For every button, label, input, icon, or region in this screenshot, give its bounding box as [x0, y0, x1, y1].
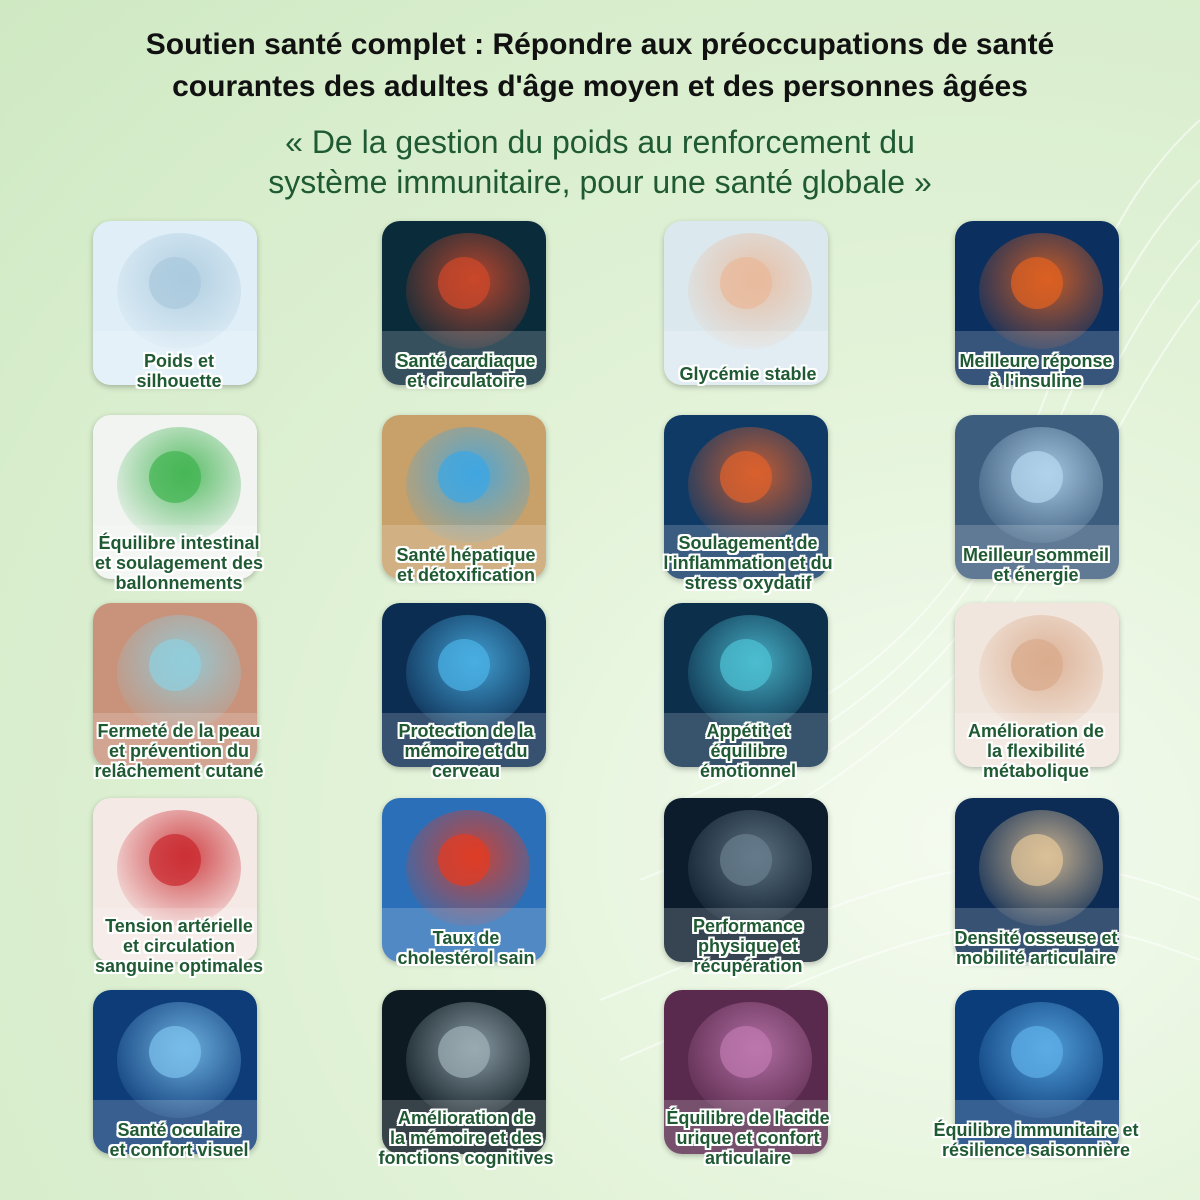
benefit-label: Appétit et équilibre émotionnel	[699, 721, 796, 781]
benefit-label: Équilibre immunitaire et résilience saisonnière	[933, 1120, 1139, 1160]
benefit-label: Meilleur sommeil et énergie	[962, 545, 1110, 585]
benefit-label: Meilleure réponse à l'insuline	[959, 351, 1113, 391]
benefit-label: Taux de cholestérol sain	[397, 928, 535, 968]
benefit-label: Santé oculaire et confort visuel	[109, 1120, 249, 1160]
benefit-label: Amélioration de la flexibilité métabolique	[967, 721, 1105, 781]
subtitle-line-1: « De la gestion du poids au renforcement du	[285, 124, 915, 160]
benefit-label: Glycémie stable	[679, 364, 817, 384]
glucometer-icon	[664, 221, 828, 385]
benefit-tile	[664, 221, 828, 385]
benefit-label: Performance physique et récupération	[692, 916, 804, 976]
benefit-label: Soulagement de l'inflammation et du stress oxydatif	[663, 533, 833, 593]
subtitle-line-2: système immunitaire, pour une santé globale »	[268, 164, 932, 200]
benefit-label: Tension artérielle et circulation sanguine optimales	[94, 916, 264, 976]
benefit-label: Protection de la mémoire et du cerveau	[398, 721, 534, 781]
benefit-label: Santé cardiaque et circulatoire	[396, 351, 536, 391]
title-line-2: courantes des adultes d'âge moyen et des personnes âgées	[172, 70, 1028, 103]
benefit-label: Densité osseuse et mobilité articulaire	[954, 928, 1118, 968]
benefit-label: Fermeté de la peau et prévention du relâchement cutané	[94, 721, 264, 781]
benefit-label: Équilibre de l'acide urique et confort articulaire	[666, 1108, 830, 1168]
title-line-1: Soutien santé complet : Répondre aux préoccupations de santé	[145, 28, 1055, 61]
benefit-label: Santé hépatique et détoxification	[396, 545, 536, 585]
benefit-label: Équilibre intestinal et soulagement des ballonnements	[94, 533, 264, 593]
benefit-label: Poids et silhouette	[136, 351, 222, 391]
benefit-label: Amélioration de la mémoire et des fonctions cognitives	[378, 1108, 554, 1168]
